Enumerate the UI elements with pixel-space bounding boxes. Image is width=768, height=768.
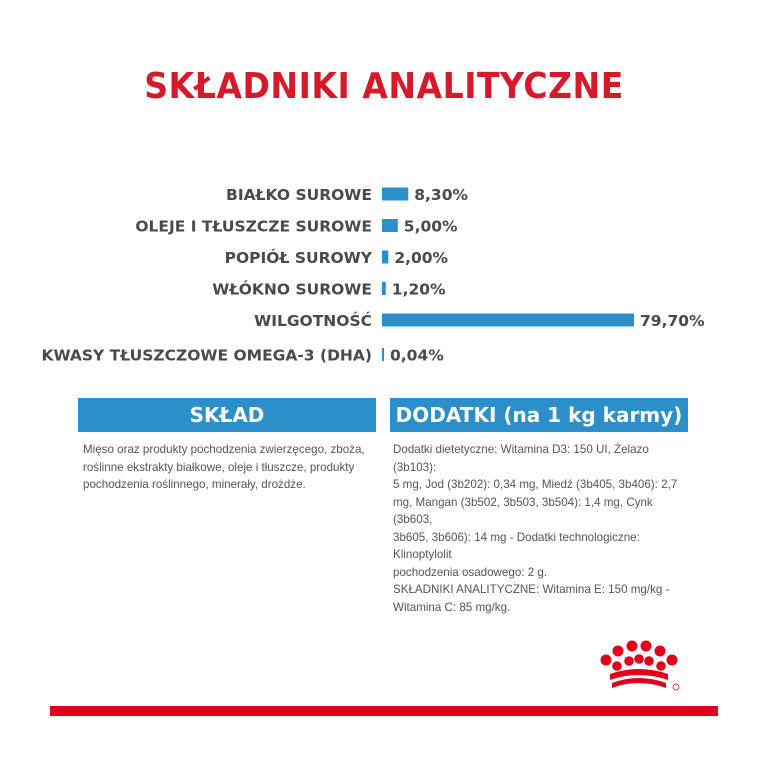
value-label: 5,00% <box>403 217 458 236</box>
category-label: WILGOTNOŚĆ <box>254 312 372 330</box>
page-title: SKŁADNIKI ANALITYCZNE <box>144 66 624 107</box>
sklad-header: SKŁAD <box>78 398 376 432</box>
bar <box>382 188 408 201</box>
category-label: KWASY TŁUSZCZOWE OMEGA-3 (DHA) <box>41 346 372 365</box>
bar <box>382 251 388 264</box>
value-label: 79,70% <box>640 312 705 330</box>
sklad-text: Mięso oraz produkty pochodzenia zwierzęcego, zboża, roślinne ekstrakty białkowe, oleje i tłuszcze, produkty pochodzenia roślinnego, minerały, drożdże. <box>83 443 365 491</box>
value-label: 2,00% <box>394 249 449 267</box>
value-label: 0,04% <box>390 346 444 365</box>
nutrient-bar-chart <box>0 180 768 390</box>
category-label: BIAŁKO SUROWE <box>226 186 372 204</box>
bar <box>382 282 386 295</box>
category-label: WŁÓKNO SUROWE <box>212 280 372 299</box>
royal-canin-crown-icon <box>596 640 690 694</box>
value-label: 8,30% <box>414 186 469 204</box>
bar <box>382 348 384 361</box>
bottom-red-bar <box>50 706 718 716</box>
dodatki-text: Dodatki dietetyczne: Witamina D3: 150 UI, Żelazo (3b103): 5 mg, Jod (3b202): 0,34 mg, Miedź (3b405, 3b406): 2,7 mg, Mangan (3b502, 3b503, 3b504): 1,4 mg, Cynk (3b603, 3b605, 3b606): 14 mg - Dodatki technologiczne: Klinoptylolit pochodzenia osadowego: 2 g. SKŁADNIKI ANALITYCZNE: Witamina E: 150 mg/kg - Witamina C: 85 mg/kg. <box>393 443 678 614</box>
category-label: OLEJE I TŁUSZCZE SUROWE <box>135 217 372 236</box>
bar <box>382 219 398 232</box>
bar <box>382 314 634 327</box>
dodatki-header: DODATKI (na 1 kg karmy) <box>390 398 688 432</box>
category-label: POPIÓŁ SUROWY <box>224 249 372 267</box>
value-label: 1,20% <box>391 280 446 299</box>
